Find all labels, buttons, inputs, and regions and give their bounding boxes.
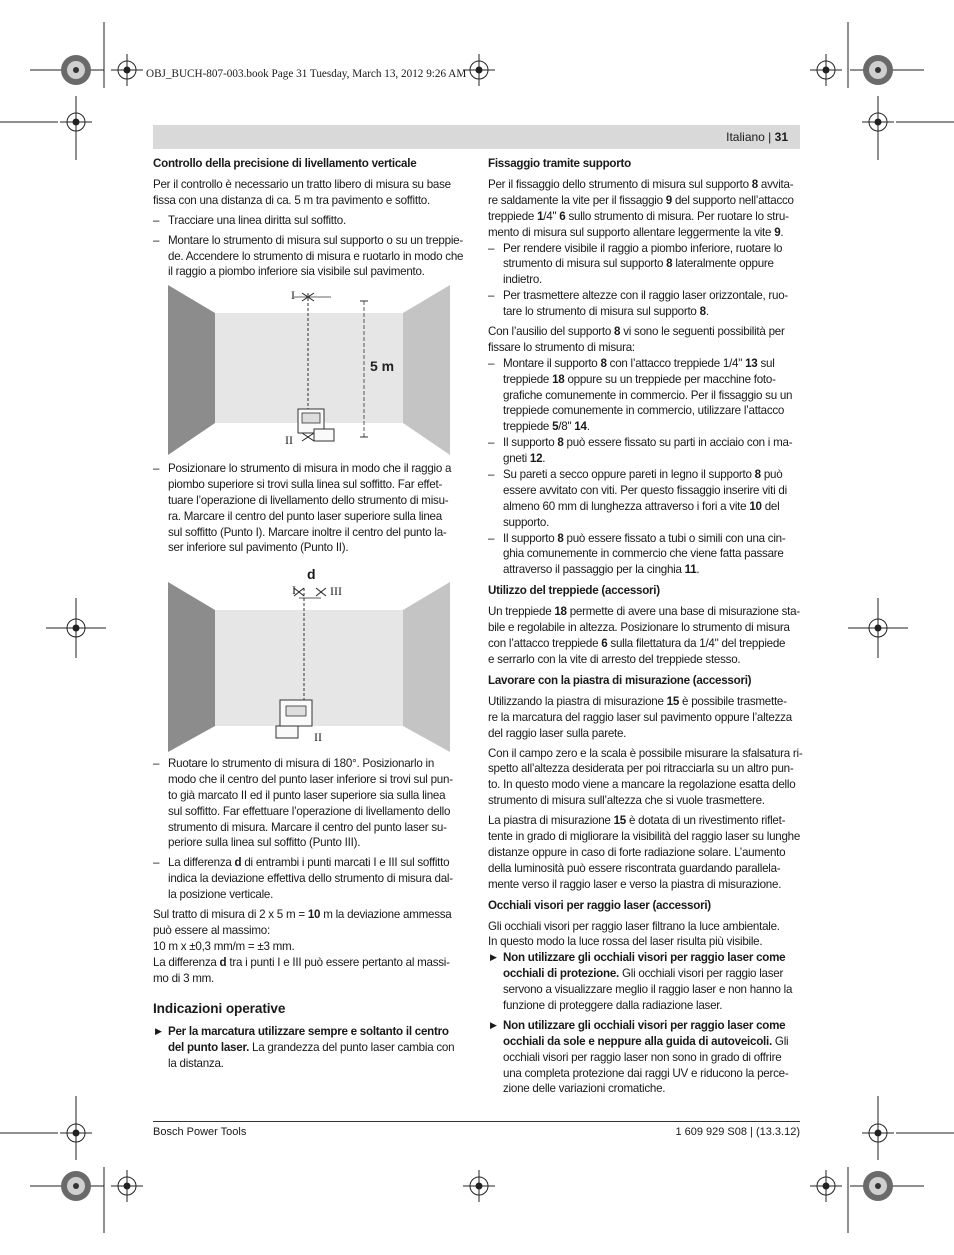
tolerance-paragraph: Sul tratto di misura di 2 x 5 m = 10 m la deviazione ammessa può essere al massimo: 10 m x ±0,3 mm/m = ±3 mm. La differenza d tra i punti I e III può essere pertanto al massi- mo di 3 mm. <box>153 908 452 985</box>
tripod-paragraph: Un treppiede 18 permette di avere una base di misurazione sta- bile e regolabile in altezza. Posizionare lo strumento di misura con l’attacco treppiede 6 sulla filettatura da 1/4" del treppiede e serrarlo con la vite di arresto del treppiede stesso. <box>488 605 800 666</box>
fig1-distance-label: 5 m <box>370 358 395 374</box>
step-2: – Montare lo strumento di misura sul supporto o su un treppie- de. Accendere lo strumento di misura e ruotarlo in modo che il raggio a piombo inferiore sia visibile sul pavimento. <box>153 233 464 279</box>
arrow-bullet-icon: ▶ <box>155 1026 162 1037</box>
warning-glasses-sunglasses: ▶ Non utilizzare gli occhiali visori per raggio laser come occhiali da sole e neppure alla guida di autoveicoli. Gli occhiali visori per raggio laser non sono in grado di offrire una completa protezione dai raggi UV e riducono la perce- zione delle variazioni cromatiche. <box>490 1018 789 1096</box>
footer-doc-code: 1 609 929 S08 | (13.3.12) <box>675 1126 800 1138</box>
heading-bracket-mounting: Fissaggio tramite supporto <box>488 157 631 170</box>
glasses-paragraph: Gli occhiali visori per raggio laser filtrano la luce ambientale. In questo modo la luce rossa del laser risulta più visibile. <box>488 919 780 949</box>
fig2-label-III: III <box>330 584 342 598</box>
bullet-rotate-plumb: – Per rendere visibile il raggio a piombo inferiore, ruotare lo strumento di misura sul supporto 8 lateralmente oppure indietro. <box>488 241 783 287</box>
arrow-bullet-icon: ▶ <box>490 1019 497 1030</box>
heading-vertical-check: Controllo della precisione di livellamento verticale <box>153 157 417 170</box>
fig2-label-II: II <box>314 730 322 744</box>
bullet-tripod-mount: – Montare il supporto 8 con l’attacco treppiede 1/4" 13 sul treppiede 18 oppure su un treppiede per macchine foto- grafiche comunemente in commercio. Per il fissaggio su un treppiede comunemente in commercio, utilizzare l’attacco treppiede 5/8" 14. <box>488 356 793 434</box>
heading-tripod: Utilizzo del treppiede (accessori) <box>488 584 660 598</box>
footer-brand: Bosch Power Tools <box>153 1126 247 1138</box>
left-column-3 <box>153 756 465 1072</box>
heading-measuring-plate: Lavorare con la piastra di misurazione (accessori) <box>488 673 752 687</box>
warning-glasses-protection: ▶ Non utilizzare gli occhiali visori per raggio laser come occhiali di protezione. Gli occhiali visori per raggio laser servono a visualizzare meglio il raggio laser e non hanno la funzione di proteggere dalla radiazione laser. <box>490 951 793 1012</box>
figure-2-room-diagram <box>168 582 450 752</box>
plate-paragraph-1: Utilizzando la piastra di misurazione 15 è possibile trasmette- re la marcatura del raggio laser sul pavimento oppure l’altezza del raggio laser sulla parete. <box>488 694 792 740</box>
plate-paragraph-2: Con il campo zero e la scala è possibile misurare la sfalsatura ri- spetto all’altezza desiderata per poi ritracciarla su un altro pun- to. In questo modo viene a mancare la regolazione esatta dello strumento di misura sull’altezza che si vuole trasmettere. <box>488 746 803 808</box>
bracket-options-intro: Con l’ausilio del supporto 8 vi sono le seguenti possibilità per fissare lo strumento di misura: <box>488 325 785 354</box>
page-header-bar <box>153 125 800 149</box>
heading-laser-glasses: Occhiali visori per raggio laser (accessori) <box>488 898 711 912</box>
fig1-label-II: II <box>285 433 293 447</box>
bullet-screws: – Su pareti a secco oppure pareti in legno il supporto 8 può essere avvitato con viti. Per questo fissaggio inserire viti di almeno 60 mm di lunghezza attraverso i fori a vite 10 del supporto. <box>488 468 787 529</box>
bracket-paragraph: Per il fissaggio dello strumento di misura sul supporto 8 avvita- re saldamente la vite per il fissaggio 9 del supporto nell’attacco treppiede 1/4" 6 sullo strumento di misura. Per ruotare lo stru- mento di misura sul supporto allentare leggermente la vite 9. <box>488 178 794 239</box>
header-language: Italiano <box>726 130 765 144</box>
step-5: – La differenza d di entrambi i punti marcati I e III sul soffitto indica la deviazione effettiva dello strumento di misura dal- la posizione verticale. <box>153 856 453 902</box>
intro-paragraph: Per il controllo è necessario un tratto libero di misura su base fissa con una distanza di ca. 5 m tra pavimento e soffitto. <box>153 178 451 207</box>
fig2-d-overlay: d <box>307 566 316 582</box>
footer-rule <box>153 1121 800 1122</box>
step-4: – Ruotare lo strumento di misura di 180°. Posizionarlo in modo che il centro del punto laser inferiore si trovi sul pun- to già marcato II ed il punto laser superiore sia sulla linea sul soffitto. Far effettuare l’operazione di livellamento dello strumento di misura. Marcare il centro del punto laser su- periore sulla linea sul soffitto (Punto III). <box>153 757 453 850</box>
heading-operating-notes: Indicazioni operative <box>153 1001 286 1017</box>
header-page-number: 31 <box>774 130 788 144</box>
step-3: – Posizionare lo strumento di misura in modo che il raggio a piombo superiore si trovi sulla linea sul soffitto. Far effet- tuare l’operazione di livellamento dello strumento di misu- ra. Marcare il centro del punto laser superiore sulla linea sul soffitto (Punto I). Marcare inoltre il centro del punto la- ser inferiore sul pavimento (Punto II). <box>153 462 452 555</box>
plate-paragraph-3: La piastra di misurazione 15 è dotata di un rivestimento riflet- tente in grado di migliorare la visibilità del raggio laser su lunghe distanze oppure in caso di forte radiazione solare. L’aumento della luminosità può essere riscontrata guardando parallela- mente verso il raggio laser e verso la piastra di misurazione. <box>488 814 801 891</box>
step-1: – Tracciare una linea diritta sul soffitto. <box>153 213 346 227</box>
bullet-strap: – Il supporto 8 può essere fissato a tubi o simili con una cin- ghia comunemente in commercio che viene fatta passare attraverso il passaggio per la cinghia 11. <box>488 531 786 577</box>
fig2-label-I: I <box>292 583 296 597</box>
left-column-2 <box>153 461 465 556</box>
bullet-magnets: – Il supporto 8 può essere fissato su parti in acciaio con i ma- gneti 12. <box>488 436 793 466</box>
figure-1-room-diagram <box>168 285 450 455</box>
print-mark: OBJ_BUCH-807-003.book Page 31 Tuesday, March 13, 2012 9:26 AM <box>146 68 467 80</box>
bullet-transfer-heights: – Per trasmettere altezze con il raggio laser orizzontale, ruo- tare lo strumento di misura sul supporto 8. <box>488 289 789 319</box>
page-header-label: Italiano | 31 <box>726 130 788 144</box>
right-column <box>488 156 803 1097</box>
warning-laser-center: ▶ Per la marcatura utilizzare sempre e soltanto il centro del punto laser. La grandezza del punto laser cambia con la distanza. <box>155 1025 455 1071</box>
arrow-bullet-icon: ▶ <box>490 952 497 963</box>
left-column <box>153 156 465 280</box>
fig1-label-I: I <box>291 288 295 302</box>
